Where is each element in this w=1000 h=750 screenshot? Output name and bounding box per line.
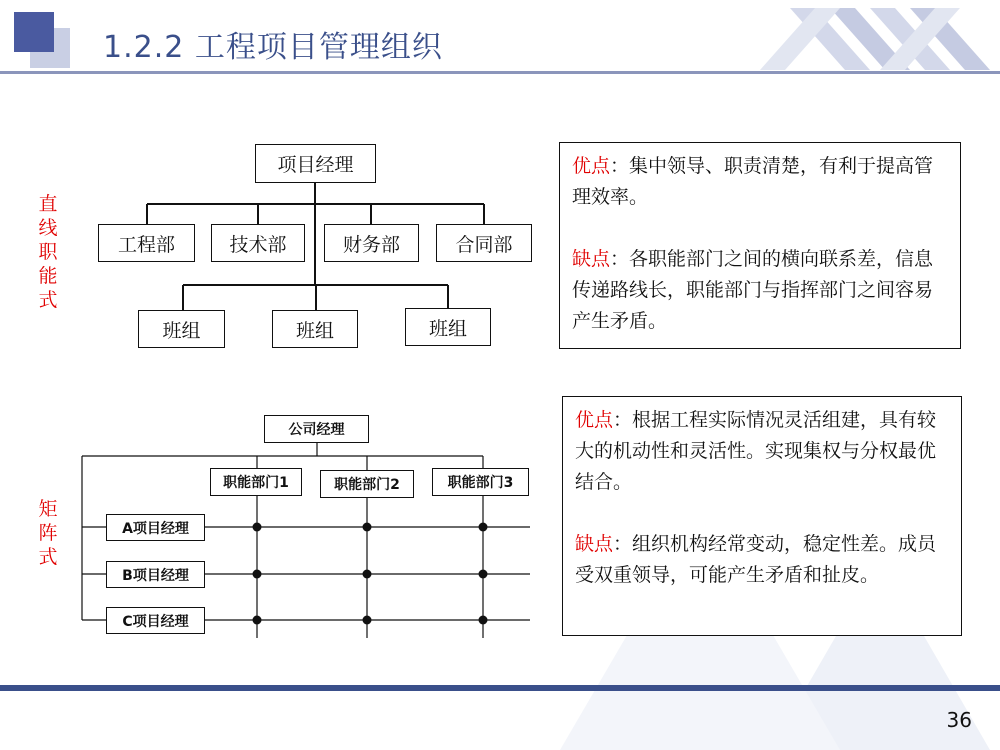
department-box: 工程部 bbox=[98, 224, 195, 262]
label-char: 式 bbox=[38, 289, 58, 311]
project-manager-box: 项目经理 bbox=[255, 144, 376, 183]
team-box: 班组 bbox=[138, 310, 225, 348]
matrix-pros-cons bbox=[562, 396, 962, 636]
matrix-label bbox=[36, 497, 60, 569]
cons-paragraph bbox=[575, 529, 949, 591]
cons-label: 缺点 bbox=[575, 533, 614, 555]
cons-paragraph bbox=[572, 244, 948, 337]
team-box: 班组 bbox=[272, 310, 358, 348]
functional-department-box: 职能部门1 bbox=[210, 468, 302, 496]
pros-label: 优点 bbox=[572, 155, 611, 177]
slide-title: 1.2.2 工程项目管理组织 bbox=[103, 30, 443, 65]
department-box: 财务部 bbox=[324, 224, 419, 262]
label-char: 矩 bbox=[38, 498, 58, 520]
pros-text: ：根据工程实际情况灵活组建，具有较大的机动性和灵活性。实现集权与分权最优结合。 bbox=[575, 409, 937, 493]
department-box: 合同部 bbox=[436, 224, 532, 262]
functional-department-box: 职能部门2 bbox=[320, 470, 414, 498]
pros-text: ：集中领导、职责清楚，有利于提高管理效率。 bbox=[572, 155, 934, 208]
department-box: 技术部 bbox=[211, 224, 305, 262]
project-manager-box: A项目经理 bbox=[106, 514, 205, 541]
functional-department-box: 职能部门3 bbox=[432, 468, 529, 496]
page-number: 36 bbox=[946, 708, 972, 732]
cons-text: ：各职能部门之间的横向联系差，信息传递路线长，职能部门与指挥部门之间容易产生矛盾。 bbox=[572, 248, 934, 332]
project-manager-box: C项目经理 bbox=[106, 607, 205, 634]
label-char: 式 bbox=[38, 546, 58, 568]
project-manager-box: B项目经理 bbox=[106, 561, 205, 588]
footer-rule bbox=[0, 685, 1000, 691]
label-char: 直 bbox=[38, 193, 58, 215]
pros-paragraph bbox=[572, 151, 948, 213]
line-functional-label bbox=[36, 192, 60, 312]
label-char: 能 bbox=[38, 265, 58, 287]
line-functional-pros-cons bbox=[559, 142, 961, 349]
label-char: 线 bbox=[38, 217, 58, 239]
pros-paragraph bbox=[575, 405, 949, 498]
team-box: 班组 bbox=[405, 308, 491, 346]
label-char: 职 bbox=[38, 241, 58, 263]
cons-text: ：组织机构经常变动，稳定性差。成员受双重领导，可能产生矛盾和扯皮。 bbox=[575, 533, 937, 586]
company-manager-box: 公司经理 bbox=[264, 415, 369, 443]
pros-label: 优点 bbox=[575, 409, 614, 431]
cons-label: 缺点 bbox=[572, 248, 611, 270]
label-char: 阵 bbox=[38, 522, 58, 544]
